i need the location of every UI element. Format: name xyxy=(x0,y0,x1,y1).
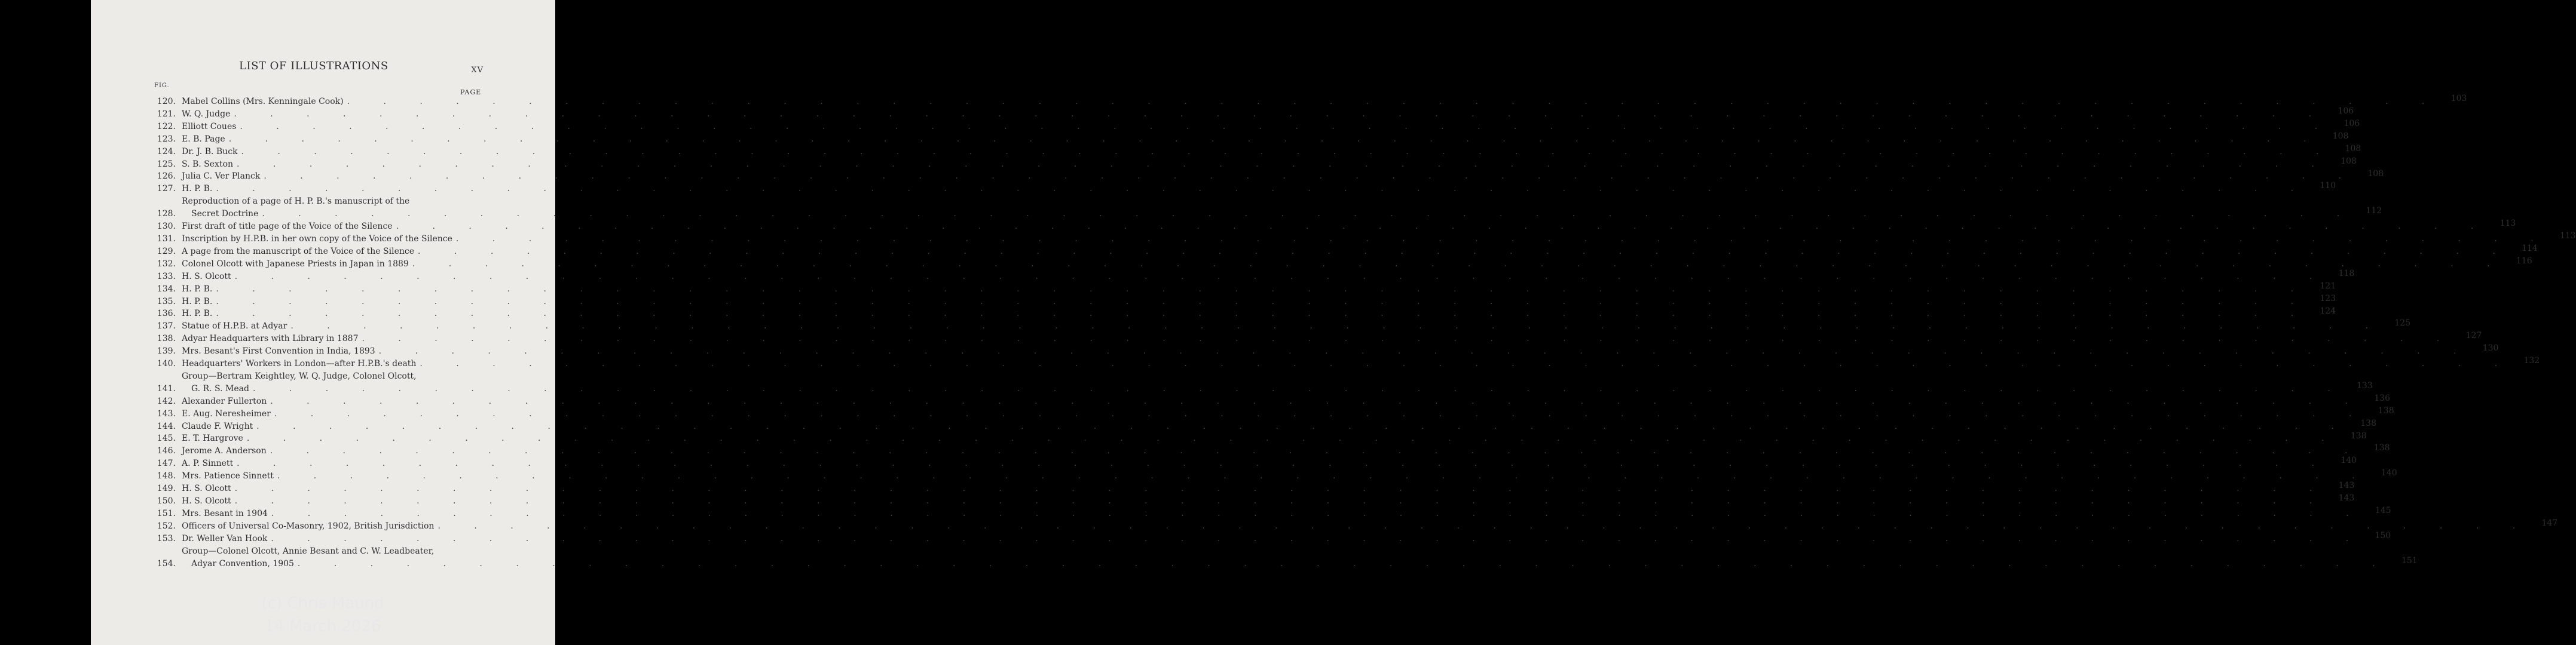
figure-number: 130. xyxy=(157,222,176,232)
leader-dots xyxy=(212,283,2293,296)
list-item xyxy=(148,343,2499,358)
list-item xyxy=(148,256,2532,271)
figure-number: 129. xyxy=(157,246,176,256)
entry-page-number: 140 xyxy=(2381,468,2397,478)
list-item xyxy=(148,118,2360,133)
leader-dots xyxy=(393,220,2474,233)
figure-number: 149. xyxy=(157,484,176,494)
figure-number: 153. xyxy=(157,533,176,543)
entry-caption: H. P. B. xyxy=(182,309,213,319)
entry-page-number: 127 xyxy=(2465,331,2482,341)
figure-number: 139. xyxy=(157,346,176,357)
leader-dots xyxy=(212,308,2293,320)
page-numeral: XV xyxy=(471,66,484,75)
entry-caption: H. S. Olcott xyxy=(182,484,231,494)
list-item xyxy=(148,506,2391,520)
entry-page-number: 108 xyxy=(2367,168,2384,179)
list-item xyxy=(148,318,2411,333)
figure-number: 154. xyxy=(157,558,176,569)
entry-page-number: 138 xyxy=(2378,406,2394,416)
figure-number: 127. xyxy=(157,184,176,194)
entry-caption: H. P. B. xyxy=(182,296,213,306)
entry-caption: A page from the manuscript of the Voice of the Silence xyxy=(182,246,415,256)
entry-caption: W. Q. Judge xyxy=(182,109,231,119)
list-item xyxy=(148,393,2391,408)
entry-caption: H. P. B. xyxy=(182,184,213,194)
list-item xyxy=(148,468,2397,483)
leader-dots xyxy=(267,445,2348,457)
list-item xyxy=(148,106,2354,121)
entry-page-number: 112 xyxy=(2366,206,2382,216)
figure-number: 133. xyxy=(157,271,176,281)
leader-dots xyxy=(452,233,2534,245)
watermark-copyright: (c) Chris Maund xyxy=(261,594,384,612)
leader-dots xyxy=(271,408,2352,420)
entry-page-number: 151 xyxy=(2401,555,2418,566)
leader-dots xyxy=(233,457,2314,470)
leader-dots xyxy=(358,333,2439,345)
entry-caption: E. B. Page xyxy=(182,134,225,144)
book-page xyxy=(91,0,2576,645)
entry-page-number: 125 xyxy=(2394,318,2411,328)
list-item xyxy=(148,331,2482,345)
figure-number: 124. xyxy=(157,146,176,156)
leader-dots xyxy=(230,108,2311,121)
list-item xyxy=(148,370,2373,395)
leader-dots xyxy=(274,470,2355,483)
entry-page-number: 138 xyxy=(2373,443,2390,453)
entry-caption: Jerome A. Anderson xyxy=(182,446,267,456)
leader-dots xyxy=(258,208,2339,220)
leader-dots xyxy=(231,271,2312,283)
entry-page-number: 108 xyxy=(2332,131,2349,141)
entry-caption: Mabel Collins (Mrs. Kenningale Cook) xyxy=(182,97,344,106)
entry-caption: Colonel Olcott with Japanese Priests in Japan in 1889 xyxy=(182,259,409,269)
entry-page-number: 143 xyxy=(2338,481,2355,491)
leader-dots xyxy=(268,508,2349,520)
list-item xyxy=(148,481,2355,495)
figure-number: 125. xyxy=(157,159,176,169)
entry-caption: Claude F. Wright xyxy=(182,421,253,431)
figure-number: 134. xyxy=(157,284,176,294)
entry-page-number: 136 xyxy=(2374,393,2391,403)
entry-caption: H. S. Olcott xyxy=(182,496,231,506)
leader-dots xyxy=(253,420,2334,433)
page-column-header: PAGE xyxy=(460,88,482,96)
leader-dots xyxy=(233,158,2314,171)
entry-caption: Adyar Headquarters with Library in 1887 xyxy=(182,334,359,344)
list-item xyxy=(148,545,2418,570)
entry-caption: Adyar Convention, 1905 xyxy=(191,558,294,569)
figure-number: 137. xyxy=(157,321,176,331)
figure-number: 132. xyxy=(157,259,176,269)
entry-page-number: 150 xyxy=(2375,530,2391,540)
leader-dots xyxy=(294,558,2375,570)
entry-caption: First draft of title page of the Voice of the Silence xyxy=(182,222,393,232)
leader-dots xyxy=(231,495,2312,508)
entry-caption: A. P. Sinnett xyxy=(182,459,234,469)
leader-dots xyxy=(238,146,2319,158)
entry-caption: S. B. Sexton xyxy=(182,159,234,169)
entry-page-number: 132 xyxy=(2523,356,2540,366)
figure-number: 142. xyxy=(157,396,176,406)
list-item xyxy=(148,195,2382,220)
list-item xyxy=(148,518,2558,533)
leader-dots xyxy=(287,320,2368,333)
list-item xyxy=(148,281,2336,296)
entry-page-number: 133 xyxy=(2357,380,2373,391)
entry-page-number: 116 xyxy=(2516,256,2532,266)
list-item xyxy=(148,493,2355,508)
entry-page-number: 114 xyxy=(2522,243,2538,253)
list-item xyxy=(148,293,2336,308)
figure-number: 144. xyxy=(157,421,176,431)
entry-page-number: 140 xyxy=(2341,456,2357,466)
list-item xyxy=(148,168,2384,183)
entry-page-number: 110 xyxy=(2320,181,2336,191)
leader-dots xyxy=(212,183,2293,195)
leader-dots xyxy=(409,258,2490,271)
entry-caption: Officers of Universal Co-Masonry, 1902, British Jurisdiction xyxy=(182,521,435,531)
figure-number: 128. xyxy=(157,209,176,219)
list-item xyxy=(148,443,2390,457)
entry-page-number: 108 xyxy=(2341,156,2357,166)
entry-page-number: 106 xyxy=(2338,106,2354,116)
list-item xyxy=(148,143,2361,158)
figure-number: 145. xyxy=(157,434,176,444)
figure-number: 122. xyxy=(157,121,176,131)
figure-number: 141. xyxy=(157,383,176,394)
list-item xyxy=(148,406,2394,420)
list-item xyxy=(148,181,2336,195)
entry-page-number: 147 xyxy=(2541,518,2558,528)
figure-number: 135. xyxy=(157,296,176,306)
entry-caption: Mrs. Besant in 1904 xyxy=(182,508,268,518)
leader-dots xyxy=(260,170,2341,183)
leader-dots xyxy=(231,483,2312,495)
entry-caption: E. T. Hargrove xyxy=(182,434,243,444)
illustrations-list xyxy=(148,94,2576,570)
entry-caption: Julia C. Ver Planck xyxy=(182,171,261,182)
entry-page-number: 138 xyxy=(2350,431,2367,441)
leader-dots xyxy=(236,121,2317,133)
entry-caption: G. R. S. Mead xyxy=(191,383,249,394)
figure-number: 136. xyxy=(157,309,176,319)
entry-page-number: 106 xyxy=(2344,118,2360,128)
list-item xyxy=(148,268,2355,283)
figure-number: 152. xyxy=(157,521,176,531)
leader-dots xyxy=(212,296,2293,308)
leader-dots xyxy=(267,533,2348,545)
list-item xyxy=(148,94,2467,108)
leader-dots xyxy=(249,383,2330,395)
list-item xyxy=(148,131,2349,146)
entry-caption: Inscription by H.P.B. in her own copy of the Voice of the Silence xyxy=(182,234,452,244)
list-item xyxy=(148,156,2357,171)
figure-number: 143. xyxy=(157,408,176,419)
entry-page-number: 103 xyxy=(2450,94,2467,104)
figure-number: 140. xyxy=(157,359,176,369)
figure-number: 147. xyxy=(157,459,176,469)
figure-number: 146. xyxy=(157,446,176,456)
list-item xyxy=(148,418,2376,433)
entry-page-number: 124 xyxy=(2320,306,2336,316)
entry-page-number: 145 xyxy=(2375,506,2391,515)
list-item xyxy=(148,243,2538,258)
entry-caption: H. S. Olcott xyxy=(182,271,231,281)
leader-dots xyxy=(375,345,2456,358)
entry-caption: E. Aug. Neresheimer xyxy=(182,408,271,419)
figure-number: 131. xyxy=(157,234,176,244)
leader-dots xyxy=(225,133,2306,146)
leader-dots xyxy=(267,395,2348,408)
fig-column-header: FIG. xyxy=(154,82,170,89)
entry-caption: Dr. Weller Van Hook xyxy=(182,533,268,543)
entry-caption: Group—Colonel Olcott, Annie Besant and C. W. Leadbeater, xyxy=(182,546,435,556)
leader-dots xyxy=(414,245,2495,258)
entry-caption: Statue of H.P.B. at Adyar xyxy=(182,321,287,331)
list-item xyxy=(148,431,2367,445)
list-item xyxy=(148,456,2357,470)
entry-page-number: 118 xyxy=(2338,268,2355,278)
entry-page-number: 138 xyxy=(2360,418,2376,428)
leader-dots xyxy=(243,432,2324,445)
entry-caption: Reproduction of a page of H. P. B.'s manuscript of the xyxy=(182,196,410,207)
figure-number: 150. xyxy=(157,496,176,506)
leader-dots xyxy=(344,96,2425,108)
list-item xyxy=(148,231,2576,245)
entry-page-number: 121 xyxy=(2320,281,2336,291)
entry-page-number: 143 xyxy=(2338,493,2355,503)
figure-number: 126. xyxy=(157,171,176,182)
figure-number: 151. xyxy=(157,508,176,518)
entry-caption: Elliott Coues xyxy=(182,121,237,131)
list-item xyxy=(148,530,2391,545)
figure-number: 120. xyxy=(157,97,176,106)
entry-page-number: 108 xyxy=(2345,143,2361,153)
entry-page-number: 123 xyxy=(2320,293,2336,303)
entry-caption: H. P. B. xyxy=(182,284,213,294)
entry-page-number: 130 xyxy=(2482,343,2499,354)
leader-dots xyxy=(416,358,2497,370)
leader-dots xyxy=(434,520,2515,533)
figure-number: 148. xyxy=(157,471,176,481)
figure-number: 138. xyxy=(157,334,176,344)
entry-page-number: 113 xyxy=(2559,231,2576,241)
entry-caption: Secret Doctrine xyxy=(191,209,259,219)
entry-caption: Headquarters' Workers in London—after H.P.B.'s death xyxy=(182,359,417,369)
entry-caption: Dr. J. B. Buck xyxy=(182,146,238,156)
figure-number: 121. xyxy=(157,109,176,119)
list-item xyxy=(148,356,2540,370)
entry-caption: Alexander Fullerton xyxy=(182,396,267,406)
entry-caption: Mrs. Besant's First Convention in India, 1893 xyxy=(182,346,375,357)
page-title: LIST OF ILLUSTRATIONS xyxy=(239,60,388,72)
entry-caption: Mrs. Patience Sinnett xyxy=(182,471,274,481)
entry-page-number: 113 xyxy=(2499,219,2516,229)
list-item xyxy=(148,306,2336,320)
figure-number: 123. xyxy=(157,134,176,144)
list-item xyxy=(148,219,2516,233)
entry-caption: Group—Bertram Keightley, W. Q. Judge, Colonel Olcott, xyxy=(182,371,417,381)
watermark-date: 14 March 2026 xyxy=(264,618,381,635)
